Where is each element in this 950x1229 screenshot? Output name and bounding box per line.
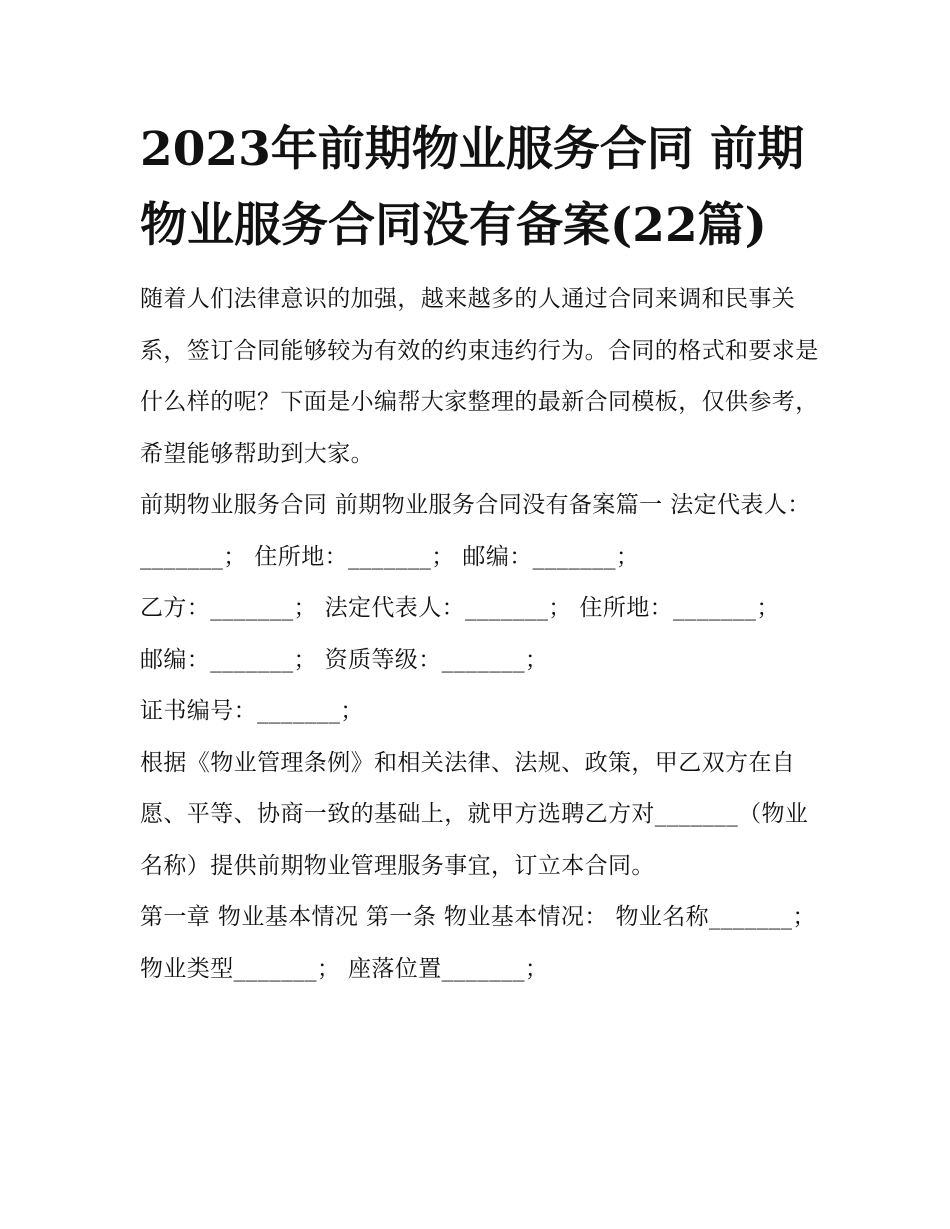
- document-body: [140, 112, 820, 995]
- party-b-info-paragraph: 乙方：_______； 法定代表人：_______； 住所地：_______；: [140, 595, 780, 621]
- certificate-number-paragraph: 证书编号：_______；: [140, 698, 364, 724]
- party-b-qualification-paragraph: 邮编：_______； 资质等级：_______；: [140, 646, 549, 673]
- contract-basis-paragraph: 根据《物业管理条例》和相关法律、法规、政策，甲乙双方在自愿、平等、协商一致的基础上，就甲方选聘乙方对_______（物业名称）提供前期物业管理服务事宜，订立本合同。: [140, 749, 809, 879]
- intro-paragraph: 随着人们法律意识的加强，越来越多的人通过合同来调和民事关系，签订合同能够较为有效的约束违约行为。合同的格式和要求是什么样的呢？下面是小编帮大家整理的最新合同模板，仅供参考，希望能够帮助到大家。: [140, 286, 819, 467]
- chapter-one-paragraph: 第一章 物业基本情况 第一条 物业基本情况： 物业名称_______； 物业类型_______； 座落位置_______；: [140, 904, 816, 982]
- party-a-info-paragraph: 前期物业服务合同 前期物业服务合同没有备案篇一 法定代表人：_______； 住所地：_______； 邮编：_______；: [140, 492, 811, 570]
- document-title: 2023年前期物业服务合同 前期物业服务合同没有备案(22篇): [140, 122, 805, 253]
